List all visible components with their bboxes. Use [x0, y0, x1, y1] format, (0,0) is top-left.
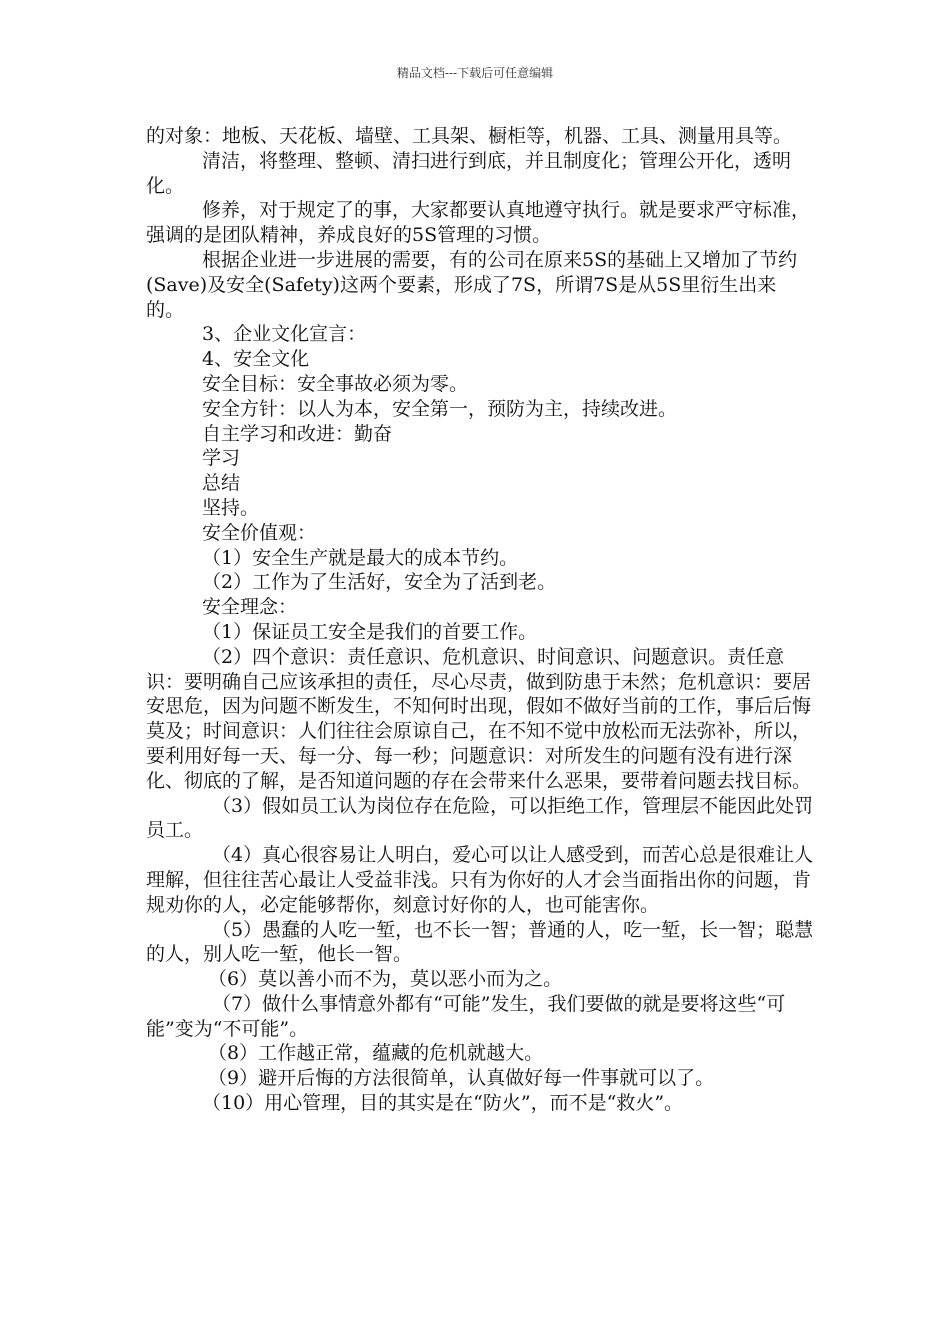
list-item: （4）真心很容易让人明白，爱心可以让人感受到，而苦心总是很难让人理解，但往往苦心最让人受益非浅。只有为你好的人才会当面指出你的问题，肯规劝你的人，必定能够帮你，刻意讨好你的人，也可能害你。 — [146, 844, 814, 916]
list-item: （3）假如员工认为岗位存在危险，可以拒绝工作，管理层不能因此处罚员工。 — [146, 794, 814, 842]
section-heading: 4、安全文化 — [202, 348, 310, 371]
list-item: （5）愚蠢的人吃一堑，也不长一智；普通的人，吃一堑，长一智；聪慧的人，别人吃一堑，他长一智。 — [146, 918, 814, 966]
paragraph: 的对象：地板、天花板、墙壁、工具架、橱柜等，机器、工具、测量用具等。 — [146, 125, 793, 147]
paragraph: 安全价值观： — [202, 521, 317, 544]
paragraph: 安全方针：以人为本，安全第一，预防为主，持续改进。 — [202, 397, 678, 420]
list-item: （1）保证员工安全是我们的首要工作。 — [202, 620, 538, 643]
paragraph: 修养，对于规定了的事，大家都要认真地遵守执行。就是要求严守标准，强调的是团队精神，养成良好的5S管理的习惯。 — [146, 199, 811, 247]
list-item: （10）用心管理，目的其实是在“防火”，而不是“救火”。 — [202, 1092, 684, 1115]
paragraph: 清洁，将整理、整顿、清扫进行到底，并且制度化；管理公开化，透明化。 — [146, 149, 792, 197]
paragraph: 学习 — [202, 447, 241, 470]
list-item: （2）工作为了生活好，安全为了活到老。 — [202, 571, 557, 594]
paragraph: 根据企业进一步进展的需要，有的公司在原来5S的基础上又增加了节约(Save)及安全(Safety)这两个要素，形成了7S，所谓7S是从5S里衍生出来的。 — [146, 248, 798, 321]
document-body — [146, 124, 814, 1116]
paragraph: 安全理念： — [202, 596, 298, 619]
list-item: （8）工作越正常，蕴藏的危机就越大。 — [208, 1042, 544, 1065]
paragraph: 安全目标：安全事故必须为零。 — [202, 372, 469, 395]
list-item: （7）做什么事情意外都有“可能”发生，我们要做的就是要将这些“可能”变为“不可能”。 — [146, 992, 786, 1040]
paragraph: 总结 — [202, 472, 241, 495]
page-header: 精品文档---下载后可任意编辑 — [396, 66, 554, 80]
paragraph: 自主学习和改进：勤奋 — [202, 422, 393, 445]
paragraph: 坚持。 — [202, 496, 260, 519]
list-item: （9）避开后悔的方法很简单，认真做好每一件事就可以了。 — [208, 1067, 715, 1090]
list-item: （2）四个意识：责任意识、危机意识、时间意识、问题意识。责任意识：要明确自己应该承担的责任，尽心尽责，做到防患于未然；危机意识：要居安思危，因为问题不断发生，不知何时出现，假如不做好当前的工作，事后后悔莫及；时间意识：人们往往会原谅自己，在不知不觉中放松而无法弥补，所以，要利用好每一天、每一分、每一秒；问题意识：对所发生的问题有没有进行深化、彻底的了解，是否知道问题的存在会带来什么恶果，要带着问题去找目标。 — [146, 645, 812, 792]
section-heading: 3、企业文化宣言： — [202, 323, 367, 346]
list-item: （1）安全生产就是最大的成本节约。 — [202, 546, 519, 569]
list-item: （6）莫以善小而不为，莫以恶小而为之。 — [208, 968, 563, 991]
